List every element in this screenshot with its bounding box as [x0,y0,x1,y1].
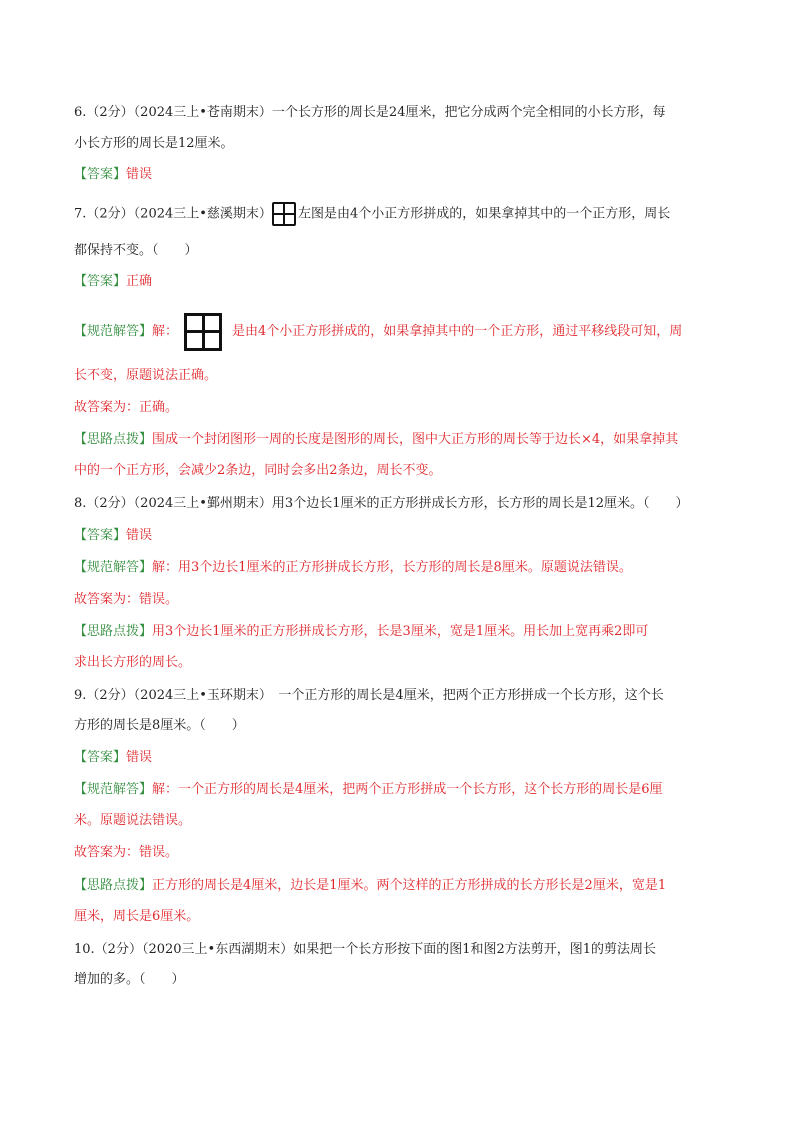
question-6-answer [74,165,152,185]
question-9-solution-line-1 [74,780,663,800]
answer-tag: 【答案】 [74,750,127,765]
question-7-solution-line-1 [74,312,682,352]
question-10-line-2: 增加的多。（ ） [74,972,185,987]
tip-text: 围成一个封闭图形一周的长度是图形的周长，图中大正方形的周长等于边长×4，如果拿掉其 [152,432,679,447]
solution-tag: 【规范解答】 [74,560,153,575]
answer-value: 错误 [126,167,153,182]
question-10-line-1: 10.（2分）（2020三上•东西湖期末）如果把一个长方形按下面的图1和图2方法剪开，图1的剪法周长 [74,942,657,957]
solution-text: 解：用3个边长1厘米的正方形拼成长方形，长方形的周长是8厘米。原题说法错误。 [152,560,632,575]
question-6-line-1: 6.（2分）（2024三上•苍南期末）一个长方形的周长是24厘米，把它分成两个完全相同的小长方形，每 [74,105,666,120]
question-7-answer [74,272,152,292]
tip-tag: 【思路点拨】 [74,432,153,447]
solution-text: 解：一个正方形的周长是4厘米，把两个正方形拼成一个长方形，这个长方形的周长是6厘 [152,782,663,797]
question-7-tip-line-2: 中的一个正方形，会减少2条边，同时会多出2条边，周长不变。 [74,463,442,478]
question-7-suffix: 左图是由4个小正方形拼成的，如果拿掉其中的一个正方形，周长 [297,206,671,222]
question-9-solution-line-2: 米。原题说法错误。 [74,813,192,828]
question-8-tip-line-2: 求出长方形的周长。 [74,655,192,670]
answer-tag: 【答案】 [74,167,127,182]
answer-tag: 【答案】 [74,528,127,543]
question-8-answer [74,526,152,546]
tip-text: 用3个边长1厘米的正方形拼成长方形，长是3厘米，宽是1厘米。用长加上宽再乘2即可 [152,624,649,639]
answer-value: 错误 [126,528,153,543]
question-9-line-2: 方形的周长是8厘米。（ ） [74,718,245,733]
tip-tag: 【思路点拨】 [74,624,153,639]
question-7-line-1 [74,202,670,227]
solution-tag: 【规范解答】 [74,782,153,797]
question-9-tip-line-1 [74,876,666,896]
solution-prefix: 解： [152,324,179,339]
question-9-line-1: 9.（2分）（2024三上•玉环期末） 一个正方形的周长是4厘米，把两个正方形拼成一个长方形，这个长 [74,688,664,703]
solution-tag: 【规范解答】 [74,324,153,339]
question-9-answer [74,748,152,768]
question-6-line-2: 小长方形的周长是12厘米。 [74,136,234,151]
question-8-conclusion: 故答案为：错误。 [74,592,179,607]
question-7-prefix: 7.（2分）（2024三上•慈溪期末） [74,206,272,222]
solution-suffix: 是由4个小正方形拼成的，如果拿掉其中的一个正方形，通过平移线段可知，周 [232,324,683,339]
four-square-grid-icon [184,313,222,351]
question-9-tip-line-2: 厘米，周长是6厘米。 [74,909,200,924]
tip-tag: 【思路点拨】 [74,878,153,893]
question-7-line-2: 都保持不变。（ ） [74,243,198,258]
answer-value: 正确 [126,274,153,289]
answer-value: 错误 [126,750,153,765]
question-7-tip-line-1 [74,430,678,450]
question-7-solution-line-2: 长不变，原题说法正确。 [74,368,218,383]
four-square-grid-icon [272,202,296,226]
question-8-solution-line-1 [74,558,632,578]
question-9-conclusion: 故答案为：错误。 [74,845,179,860]
question-8-tip-line-1 [74,622,648,642]
question-8-line-1: 8.（2分）（2024三上•鄞州期末）用3个边长1厘米的正方形拼成长方形，长方形的周长是12厘米。（ ） [74,496,689,511]
tip-text: 正方形的周长是4厘米，边长是1厘米。两个这样的正方形拼成的长方形长是2厘米，宽是1 [152,878,667,893]
answer-tag: 【答案】 [74,274,127,289]
question-7-conclusion: 故答案为：正确。 [74,400,179,415]
